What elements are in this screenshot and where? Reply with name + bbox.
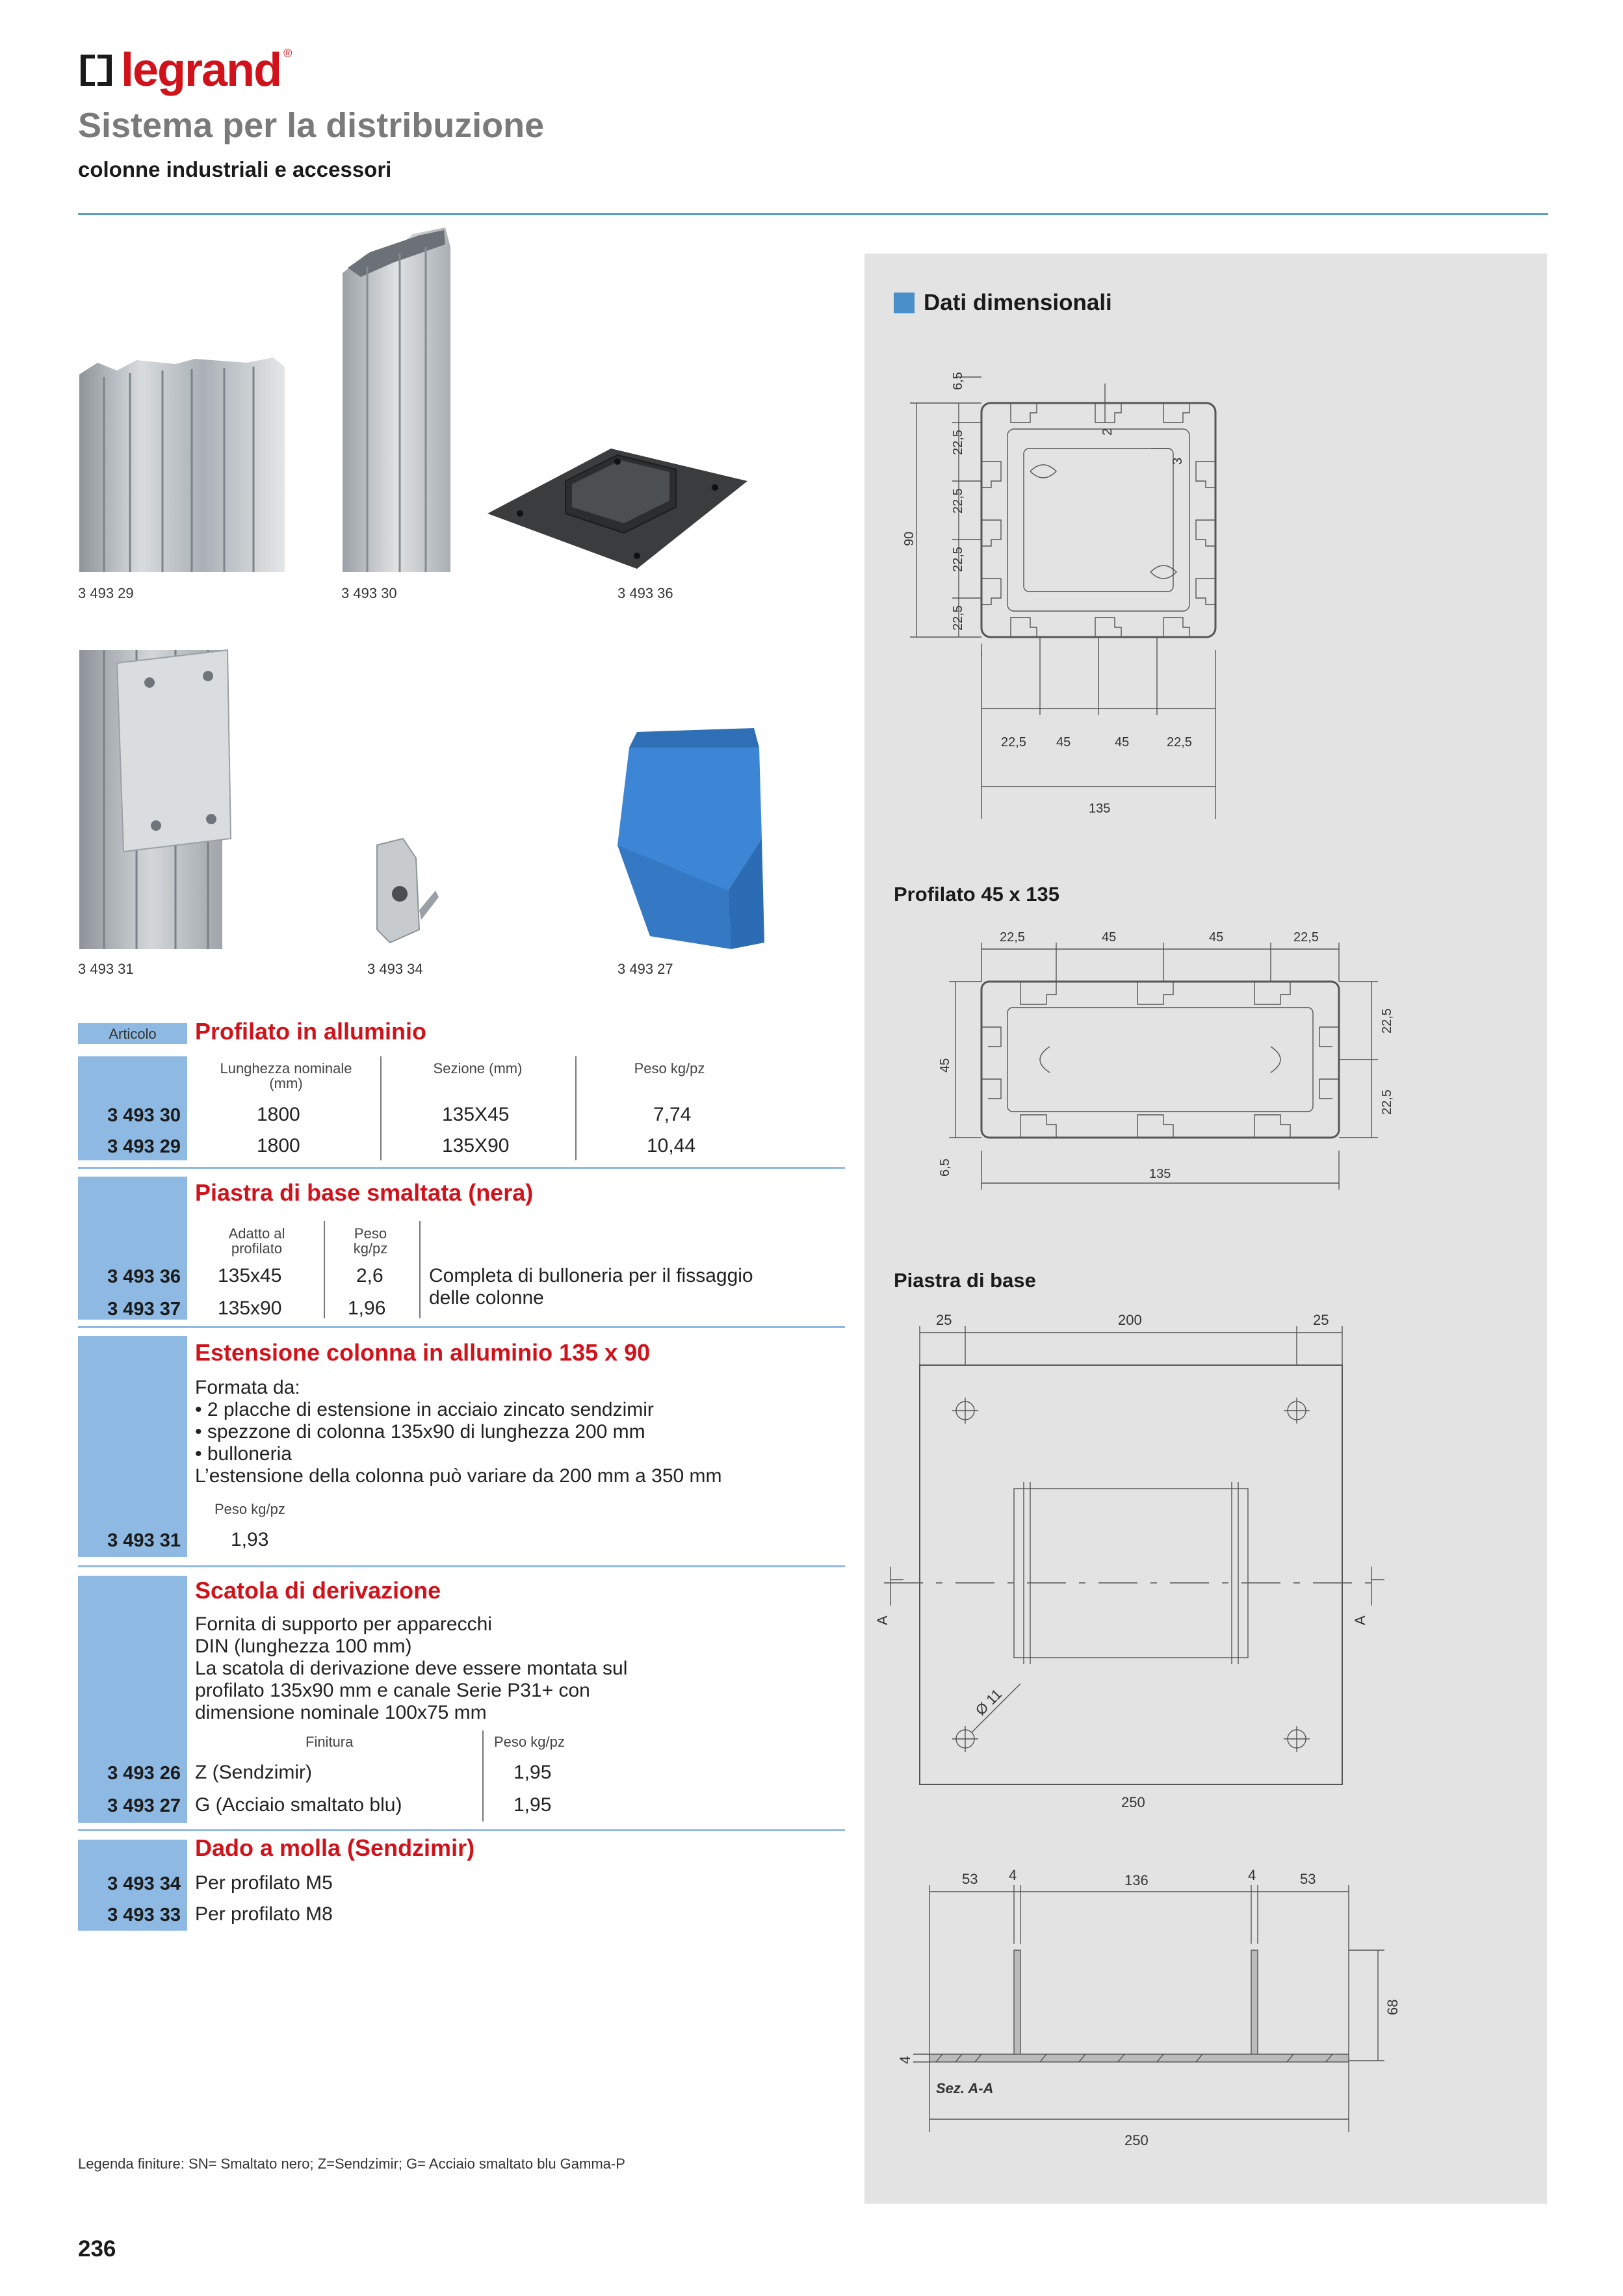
photo-code-6: 3 493 27 xyxy=(617,961,673,977)
panel-heading-text: Dati dimensionali xyxy=(924,290,1112,315)
section-label: Sez. A-A xyxy=(936,2080,994,2096)
photo-column-extension xyxy=(78,644,234,949)
table-cell: Per profilato M5 xyxy=(195,1872,333,1894)
photo-profile-135x45 xyxy=(341,228,452,572)
separator xyxy=(575,1056,577,1160)
estensione-line: • spezzone di colonna 135x90 di lunghezza 200 mm xyxy=(195,1421,645,1442)
table-cell: 135x45 xyxy=(218,1265,282,1286)
estensione-line: L’estensione della colonna può variare da 200 mm a 350 mm xyxy=(195,1465,722,1487)
section-divider xyxy=(78,1565,845,1567)
header-peso-s4: Peso kg/pz xyxy=(494,1734,565,1750)
table-row-code: 3 493 30 xyxy=(107,1105,181,1126)
header-sezione: Sezione (mm) xyxy=(433,1060,523,1076)
photo-code-2: 3 493 30 xyxy=(341,585,397,601)
header-peso-s2: Peso kg/pz xyxy=(353,1225,388,1257)
table-row-code: 3 493 34 xyxy=(107,1873,181,1894)
page-number: 236 xyxy=(78,2236,116,2262)
separator xyxy=(482,1730,484,1821)
estensione-line: • 2 placche di estensione in acciaio zincato sendzimir xyxy=(195,1399,654,1420)
dim4-r-68: 68 xyxy=(1384,1999,1401,2015)
dim3-t-25-b: 25 xyxy=(1313,1312,1329,1328)
table-row-code: 3 493 29 xyxy=(107,1136,181,1157)
scatola-line: profilato 135x90 mm e canale Serie P31+ con xyxy=(195,1680,590,1701)
photo-code-1: 3 493 29 xyxy=(78,585,134,601)
header-finitura: Finitura xyxy=(305,1734,354,1750)
section-title-dado: Dado a molla (Sendzimir) xyxy=(195,1834,475,1861)
page-title: Sistema per la distribuzione xyxy=(78,106,545,145)
dim2-l-45: 45 xyxy=(938,1058,952,1073)
section-title-estensione: Estensione colonna in alluminio 135 x 90 xyxy=(195,1339,651,1366)
section-divider xyxy=(78,1326,845,1328)
table-row-code: 3 493 26 xyxy=(107,1763,181,1784)
drawing-base-plate xyxy=(871,1300,1456,1814)
dim4-t-4-a: 4 xyxy=(1009,1867,1017,1883)
code-column-s4 xyxy=(78,1576,187,1823)
brand-reg: ® xyxy=(283,47,292,60)
dim2-b-135: 135 xyxy=(1149,1167,1171,1181)
table-cell: 135X45 xyxy=(442,1104,510,1125)
section-divider xyxy=(78,1167,845,1169)
dim2-t-22-5-b: 22,5 xyxy=(1293,930,1319,945)
piastra-note: Completa di bulloneria per il fissaggio delle colonne xyxy=(429,1265,753,1309)
dim-90: 90 xyxy=(902,531,916,546)
code-column-s3 xyxy=(78,1336,187,1557)
photo-spring-nut xyxy=(364,832,442,949)
scatola-line: dimensione nominale 100x75 mm xyxy=(195,1702,487,1723)
dim-b-22-5-b: 22,5 xyxy=(1167,735,1192,750)
dim2-l-6-5: 6,5 xyxy=(938,1158,952,1177)
table-cell: 10,44 xyxy=(647,1135,696,1156)
code-column-s2 xyxy=(78,1177,187,1320)
brand-name: legrand xyxy=(121,44,281,96)
drawing-profile-135x90 xyxy=(890,351,1462,819)
section-title-profilato: Profilato in alluminio xyxy=(195,1018,427,1045)
legrand-mark-icon xyxy=(78,52,114,88)
label-profilato: Profilato 45 x 135 xyxy=(894,883,1060,906)
photo-code-3: 3 493 36 xyxy=(617,585,673,601)
scatola-line: DIN (lunghezza 100 mm) xyxy=(195,1636,412,1657)
table-cell: 1,93 xyxy=(231,1529,269,1550)
dim3-a-right: A xyxy=(1352,1615,1368,1625)
header-lunghezza: Lunghezza nominale (mm) xyxy=(220,1060,352,1092)
dim4-b-250: 250 xyxy=(1124,2132,1149,2145)
section-title-piastra: Piastra di base smaltata (nera) xyxy=(195,1179,534,1206)
photo-code-4: 3 493 31 xyxy=(78,961,134,977)
dim2-r-22-5-b: 22,5 xyxy=(1380,1089,1394,1115)
header-divider xyxy=(78,213,1548,215)
dim-22-5-c: 22,5 xyxy=(951,547,965,572)
drawing-section-aa xyxy=(890,1859,1449,2145)
dim-3: 3 xyxy=(1171,457,1185,465)
separator xyxy=(419,1221,421,1318)
photo-profile-135x90 xyxy=(78,358,286,572)
dim2-t-45-b: 45 xyxy=(1209,930,1224,945)
dim3-a-left: A xyxy=(874,1615,890,1625)
drawing-profile-45x135 xyxy=(890,923,1475,1196)
dim3-t-200: 200 xyxy=(1118,1312,1142,1328)
section-divider xyxy=(78,1829,845,1831)
table-cell: 7,74 xyxy=(653,1104,692,1125)
dim2-t-45-a: 45 xyxy=(1102,930,1117,945)
heading-square-icon xyxy=(894,293,915,313)
photo-junction-box xyxy=(611,728,767,949)
brand-logo xyxy=(78,44,292,96)
separator xyxy=(380,1056,382,1160)
table-row-code: 3 493 27 xyxy=(107,1795,181,1816)
dim4-t-136: 136 xyxy=(1124,1872,1149,1888)
table-cell: 1,95 xyxy=(513,1794,552,1816)
estensione-line: • bulloneria xyxy=(195,1443,292,1465)
dim3-b-250: 250 xyxy=(1121,1794,1145,1810)
table-cell: 1,96 xyxy=(348,1298,386,1319)
table-cell: 135x90 xyxy=(218,1298,282,1319)
dim-22-5-d: 22,5 xyxy=(951,605,965,631)
dim-b-45-b: 45 xyxy=(1115,735,1130,750)
table-cell: Z (Sendzimir) xyxy=(195,1762,313,1783)
section-title-scatola: Scatola di derivazione xyxy=(195,1577,441,1604)
dim2-t-22-5-a: 22,5 xyxy=(1000,930,1025,945)
separator xyxy=(324,1221,325,1318)
dim-2: 2 xyxy=(1100,428,1115,436)
header-peso-s3: Peso kg/pz xyxy=(214,1501,285,1517)
dim-b-22-5-a: 22,5 xyxy=(1001,735,1026,750)
table-cell: G (Acciaio smaltato blu) xyxy=(195,1794,402,1816)
dim-22-5-a: 22,5 xyxy=(951,430,965,455)
dim-b-135: 135 xyxy=(1089,802,1111,816)
table-row-code: 3 493 36 xyxy=(107,1266,181,1287)
dim3-t-25-a: 25 xyxy=(936,1312,952,1328)
table-cell: 1800 xyxy=(257,1104,300,1125)
dim-b-45-a: 45 xyxy=(1056,735,1071,750)
dim2-r-22-5-a: 22,5 xyxy=(1380,1008,1394,1034)
dim4-l-4: 4 xyxy=(897,2055,913,2064)
photo-base-plate xyxy=(481,429,754,579)
articolo-label: Articolo xyxy=(109,1026,157,1042)
table-cell: 135X90 xyxy=(442,1135,510,1156)
table-row-code: 3 493 31 xyxy=(107,1530,181,1551)
scatola-line: La scatola di derivazione deve essere montata sul xyxy=(195,1658,628,1679)
label-piastra: Piastra di base xyxy=(894,1269,1036,1292)
finishes-legend: Legenda finiture: SN= Smaltato nero; Z=Sendzimir; G= Acciaio smaltato blu Gamma-P xyxy=(78,2156,625,2172)
table-cell: 1800 xyxy=(257,1135,300,1156)
table-cell: 2,6 xyxy=(356,1265,383,1286)
page-subtitle: colonne industriali e accessori xyxy=(78,157,392,181)
estensione-line: Formata da: xyxy=(195,1377,300,1398)
dim4-t-4-b: 4 xyxy=(1248,1867,1256,1883)
table-row-code: 3 493 37 xyxy=(107,1299,181,1320)
header-adatto: Adatto al profilato xyxy=(228,1225,285,1257)
panel-heading xyxy=(894,290,1112,316)
dim4-t-53-a: 53 xyxy=(962,1871,978,1887)
dim3-hole: Ø 11 xyxy=(972,1686,1006,1719)
photo-code-5: 3 493 34 xyxy=(367,961,423,977)
scatola-line: Fornita di supporto per apparecchi xyxy=(195,1613,492,1635)
dim-6-5: 6,5 xyxy=(951,372,965,390)
dim-22-5-b: 22,5 xyxy=(951,488,965,514)
dim4-t-53-b: 53 xyxy=(1300,1871,1316,1887)
table-cell: 1,95 xyxy=(513,1762,552,1783)
table-row-code: 3 493 33 xyxy=(107,1905,181,1925)
header-peso-s1: Peso kg/pz xyxy=(634,1060,705,1076)
table-cell: Per profilato M8 xyxy=(195,1903,333,1925)
